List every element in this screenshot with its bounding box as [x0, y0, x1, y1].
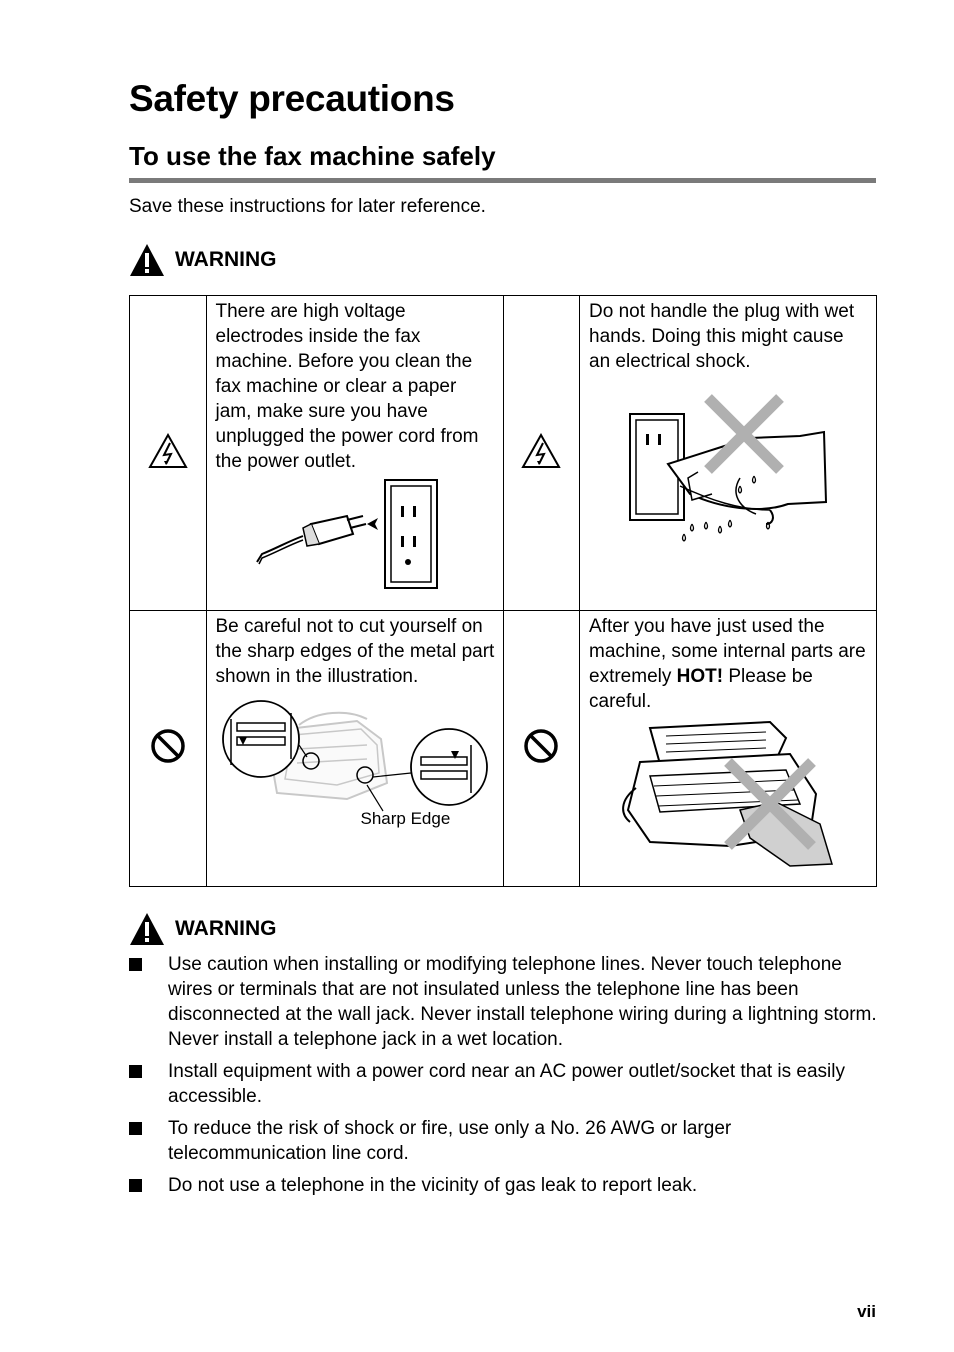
list-item-text: Do not use a telephone in the vicinity of gas leak to report leak. [168, 1175, 698, 1196]
prohibited-icon [522, 727, 560, 765]
electric-shock-icon [148, 433, 188, 469]
cell-text-part: Please be careful. [589, 666, 813, 712]
list-item [129, 1116, 879, 1166]
table-icon-cell [503, 611, 580, 887]
table-cell [580, 296, 877, 611]
warning-heading-2 [129, 912, 277, 946]
warning-label: WARNING [175, 248, 277, 271]
list-item [129, 952, 879, 1052]
table-icon-cell [130, 611, 207, 887]
warning-list [129, 952, 879, 1205]
table-cell [580, 611, 877, 887]
cell-text: Be careful not to cut yourself on the sharp edges of the metal part shown in the illustration. [215, 616, 495, 687]
table-icon-cell [503, 296, 580, 611]
bullet-square-icon [129, 1179, 142, 1192]
section-rule [129, 178, 876, 183]
list-item [129, 1059, 879, 1109]
table-icon-cell [130, 296, 207, 611]
cell-text [580, 611, 876, 714]
warning-label: WARNING [175, 917, 277, 940]
safety-table [129, 295, 877, 887]
list-item-text: Install equipment with a power cord near an AC power outlet/socket that is easily accessible. [168, 1061, 845, 1107]
page-title: Safety precautions [129, 78, 455, 119]
list-item [129, 1173, 879, 1198]
sharp-edge-illustration [207, 689, 503, 849]
list-item-text: To reduce the risk of shock or fire, use only a No. 26 AWG or larger telecommunication line cord. [168, 1118, 732, 1164]
warning-triangle-icon [129, 912, 165, 946]
electric-shock-icon [521, 433, 561, 469]
sharp-edge-callout: Sharp Edge [360, 809, 451, 828]
cell-text-part: After you have just used the machine, some internal parts are extremely [589, 616, 866, 687]
page-number: vii [857, 1302, 876, 1321]
bullet-square-icon [129, 1122, 142, 1135]
unplug-illustration [207, 474, 503, 594]
bullet-square-icon [129, 1065, 142, 1078]
hot-emphasis: HOT! [676, 666, 724, 687]
hot-parts-illustration [580, 714, 876, 874]
bullet-square-icon [129, 958, 142, 971]
intro-text: Save these instructions for later reference. [129, 196, 486, 217]
table-cell [206, 296, 503, 611]
prohibited-icon [149, 727, 187, 765]
cell-text: Do not handle the plug with wet hands. Doing this might cause an electrical shock. [589, 301, 855, 372]
table-cell [206, 611, 503, 887]
warning-triangle-icon [129, 243, 165, 277]
wet-hands-illustration [580, 374, 876, 564]
cell-text: There are high voltage electrodes inside the fax machine. Before you clean the fax machine or clear a paper jam, make sure you have unplugged the power cord from the power outlet. [215, 301, 479, 472]
warning-heading-1 [129, 243, 277, 277]
section-title: To use the fax machine safely [129, 141, 496, 171]
list-item-text: Use caution when installing or modifying telephone lines. Never touch telephone wires or terminals that are not insulated unless the telephone line has been disconnected at the wall jack. Never install telephone wiring during a lightning storm. Never install a telephone jack in a wet location. [168, 954, 877, 1050]
